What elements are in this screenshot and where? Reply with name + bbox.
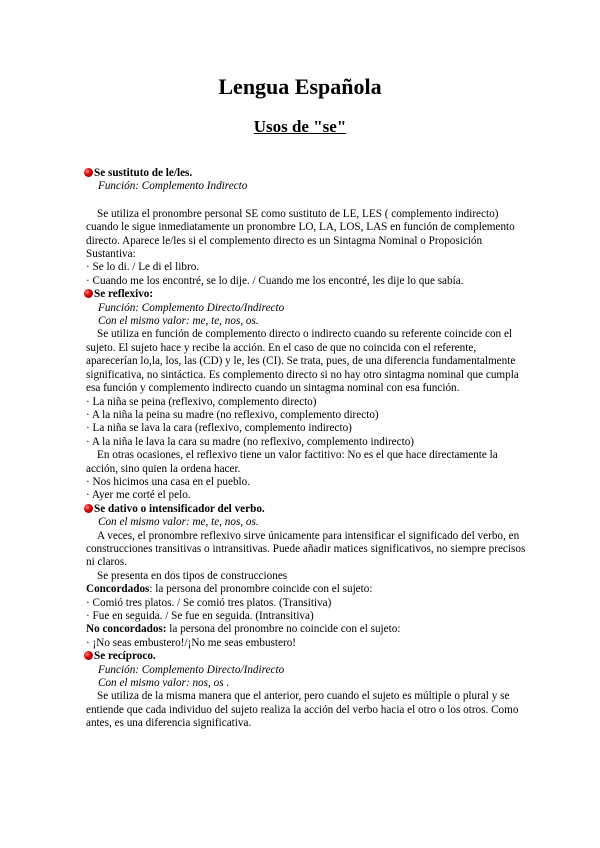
paragraph: Se presenta en dos tipos de construcciones xyxy=(97,569,288,582)
example-line: · ¡No seas embustero!/¡No me seas embustero! xyxy=(86,636,297,649)
example-line: · Se lo di. / Le di el libro. xyxy=(86,261,200,274)
example-line: · Comió tres platos. / Se comió tres platos. (Transitiva) xyxy=(86,596,332,609)
valor-line: Con el mismo valor: me, te, nos, os. xyxy=(98,516,259,529)
example-line: · La niña se lava la cara (reflexivo, complemento indirecto) xyxy=(86,422,352,435)
funcion-line: Función: Complemento Directo/Indirecto xyxy=(98,301,285,314)
no-concordados-line: No concordados: la persona del pronombre no coincide con el sujeto: xyxy=(86,623,401,636)
valor-line: Con el mismo valor: me, te, nos, os. xyxy=(98,315,259,328)
funcion-line: Función: Complemento Directo/Indirecto xyxy=(98,663,285,676)
document-subtitle: Usos de "se" xyxy=(253,117,347,136)
example-line: · A la niña la peina su madre (no reflexivo, complemento directo) xyxy=(86,408,379,421)
section-heading-reciproco: Se recíproco. xyxy=(86,650,526,663)
example-line: · Cuando me los encontré, se lo dije. / Cuando me los encontré, les dije lo que sabía. xyxy=(86,274,464,287)
document-title: Lengua Española xyxy=(218,74,382,99)
funcion-line: Función: Complemento Indirecto xyxy=(98,180,248,193)
valor-line: Con el mismo valor: nos, os . xyxy=(98,677,230,690)
paragraph: Se utiliza de la misma manera que el anterior, pero cuando el sujeto es múltiple o plural y se entiende que cada individuo del sujeto realiza la acción del verbo hacia el otro o los otros. Como antes, es una diferencia significativa. xyxy=(86,690,519,730)
red-bullet-icon xyxy=(84,289,93,298)
example-line: · La niña se peina (reflexivo, complemento directo) xyxy=(86,395,317,408)
paragraph: En otras ocasiones, el reflexivo tiene un valor factitivo: No es el que hace directamente la acción, sino quien la ordena hacer. xyxy=(86,449,498,475)
example-line: · Ayer me corté el pelo. xyxy=(86,489,191,502)
red-bullet-icon xyxy=(84,504,93,513)
section-heading-reflexivo: Se reflexivo: xyxy=(86,288,526,301)
example-line: · Nos hicimos una casa en el pueblo. xyxy=(86,475,251,488)
red-bullet-icon xyxy=(84,651,93,660)
example-line: · A la niña le lava la cara su madre (no reflexivo, complemento indirecto) xyxy=(86,435,415,448)
document-body xyxy=(86,167,526,731)
red-bullet-icon xyxy=(84,168,93,177)
example-line: · Fue en seguida. / Se fue en seguida. (Intransitiva) xyxy=(86,610,314,622)
paragraph: Se utiliza el pronombre personal SE como sustituto de LE, LES ( complemento indirecto) cuando le sigue inmediatamente un pronombre LO, LA, LOS, LAS en función de complemento directo. Aparece le/les si el complemento directo es un Sintagma Nominal o Proposición Sustantiva: xyxy=(86,207,515,261)
paragraph: Se utiliza en función de complemento directo o indirecto cuando su referente coincide con el sujeto. El sujeto hace y recibe la acción. En el caso de que no coincida con el referente, aparecerían lo,la, los, las (CD) y le, les (CI). Se trata, pues, de una diferencia fundamentalmente significativa, no sintáctica. Es complemento directo si no hay otro sintagma nominal que cumpla esa función y complemento indirecto cuando un sintagma nominal con esa función. xyxy=(86,328,519,395)
section-heading-dativo: Se dativo o intensificador del verbo. xyxy=(86,503,526,516)
paragraph: A veces, el pronombre reflexivo sirve únicamente para intensificar el significado del verbo, en construcciones transitivas o intransitivas. Puede añadir matices significativos, no siempre precisos ni claros. xyxy=(86,529,526,569)
concordados-line: Concordados: la persona del pronombre coincide con el sujeto: xyxy=(86,583,373,596)
section-heading-sustituto: Se sustituto de le/les. xyxy=(86,167,526,180)
